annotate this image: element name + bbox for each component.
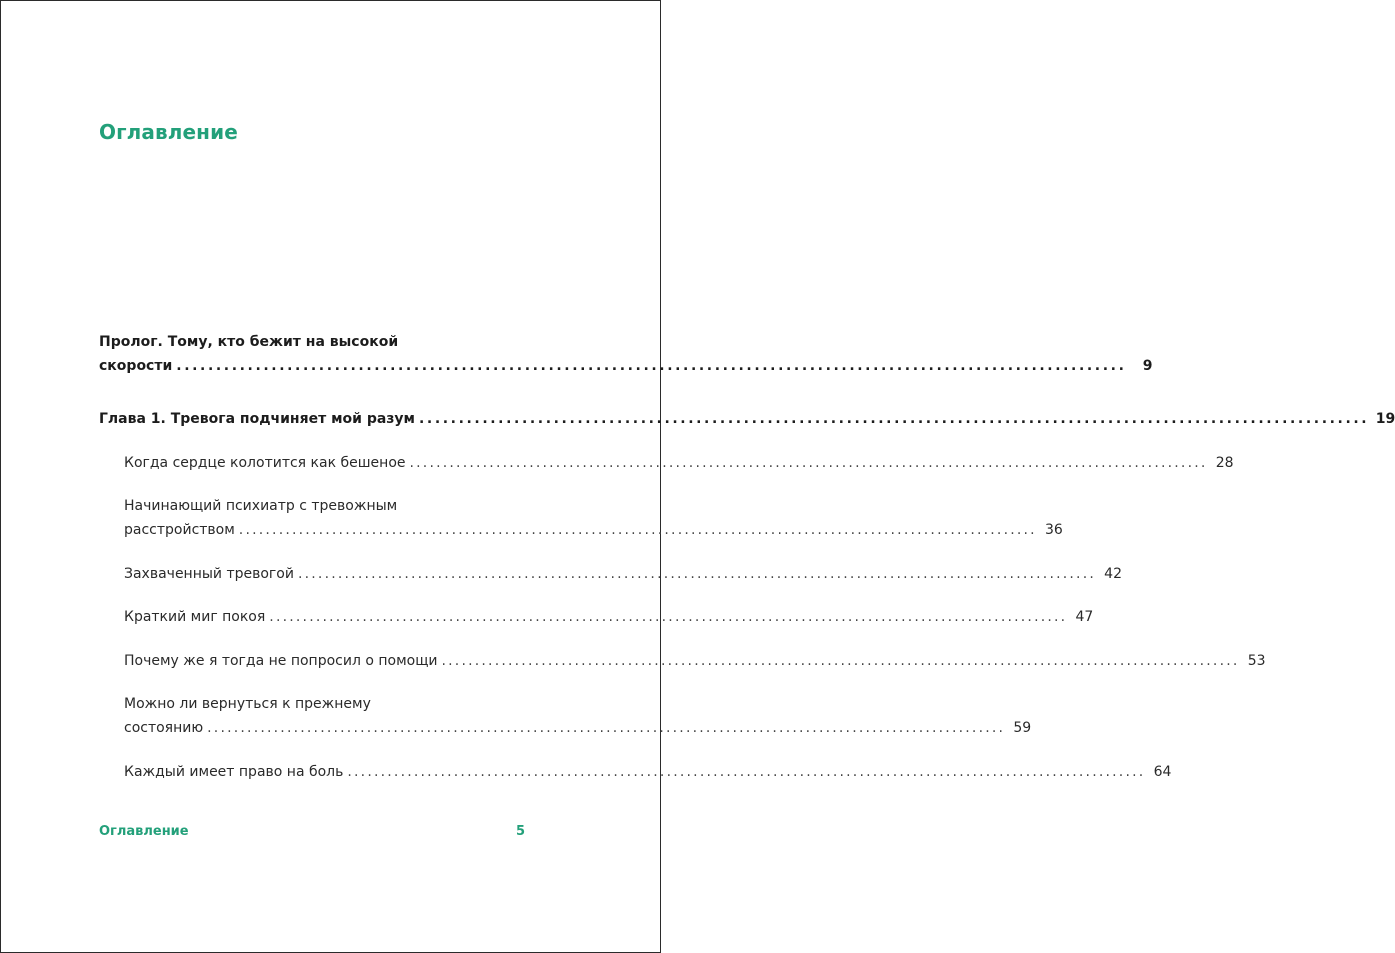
toc-entry-title: Глава 1. Тревога подчиняет мой разум: [99, 411, 415, 427]
toc-entry-page: 42: [1104, 566, 1122, 582]
toc-entry-title-line2: скорости: [99, 358, 173, 374]
toc-entry-page: 9: [1142, 358, 1153, 374]
toc-entry-title-line1: Начинающий психиатр с тревожным: [124, 498, 398, 514]
toc-entry-prologue[interactable]: [99, 330, 1153, 378]
toc-entry-title: Почему же я тогда не попросил о помощи: [124, 653, 438, 669]
dot-leader: ........................................................................................................................: [441, 653, 1240, 669]
running-footer-title: Оглавление: [99, 824, 189, 839]
dot-leader: ........................................................................................................................: [207, 720, 1006, 736]
toc-entry-page: 36: [1045, 522, 1063, 538]
dot-leader: ........................................................................................................................: [297, 566, 1096, 582]
toc-entry-section[interactable]: [124, 760, 1172, 784]
toc-entry-title-line2: расстройством: [124, 522, 235, 538]
toc-entry-title: Каждый имеет право на боль: [124, 764, 344, 780]
toc-heading: Оглавление: [99, 120, 238, 144]
toc-entry-page: 59: [1013, 720, 1032, 736]
toc-entry-title: Захваченный тревогой: [124, 566, 294, 582]
toc-entry-title: Когда сердце колотится как бешеное: [124, 455, 406, 471]
toc-entry-section[interactable]: [124, 451, 1234, 475]
toc-entry-page: 19: [1375, 411, 1395, 427]
dot-leader: ........................................................................................................................: [269, 609, 1068, 625]
dot-leader: ........................................................................................................................: [347, 764, 1146, 780]
toc-entry-page: 53: [1247, 653, 1266, 669]
page-number: 5: [515, 824, 525, 839]
toc-entry-page: 64: [1153, 764, 1172, 780]
toc-entry-title-line1: Пролог. Тому, кто бежит на высокой: [99, 334, 399, 350]
dot-leader: ........................................................................................................................: [409, 455, 1208, 471]
toc-entry-section[interactable]: [124, 494, 1063, 542]
toc-entry-page: 28: [1215, 455, 1234, 471]
toc-entry-section[interactable]: [124, 649, 1266, 673]
toc-entry-section[interactable]: [124, 692, 1032, 740]
toc-entry-chapter-1[interactable]: [99, 407, 1395, 431]
toc-entry-title: Краткий миг покоя: [124, 609, 266, 625]
toc-entry-section[interactable]: [124, 562, 1122, 586]
dot-leader: ........................................................................................................................: [419, 411, 1370, 427]
toc-entry-page: 47: [1075, 609, 1094, 625]
toc-entry-title-line1: Можно ли вернуться к прежнему: [124, 696, 371, 712]
dot-leader: ........................................................................................................................: [176, 358, 1127, 374]
dot-leader: ........................................................................................................................: [238, 522, 1037, 538]
toc-entry-section[interactable]: [124, 605, 1094, 629]
toc-entry-title-line2: состоянию: [124, 720, 204, 736]
